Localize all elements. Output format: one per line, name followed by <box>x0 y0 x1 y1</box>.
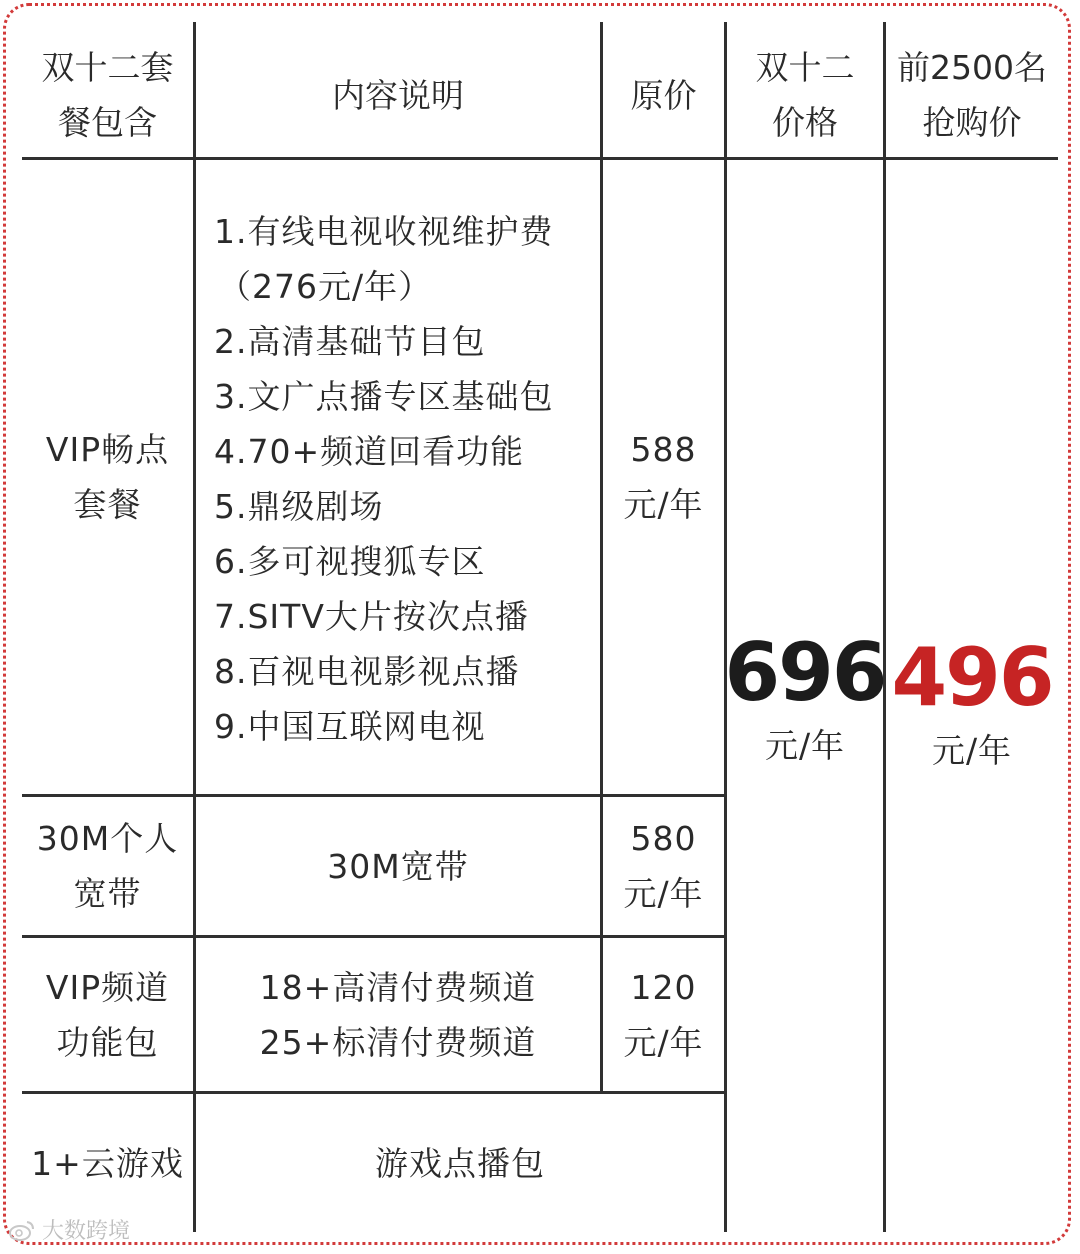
row2-name-line2: 宽带 <box>73 874 142 913</box>
list-item: 9.中国互联网电视 <box>214 707 486 746</box>
row3-package-name <box>22 938 193 1091</box>
header-content-label: 内容说明 <box>332 75 464 115</box>
row2-name-line1: 30M个人 <box>36 819 179 858</box>
watermark <box>8 1214 130 1245</box>
list-item: 6.多可视搜狐专区 <box>214 542 486 581</box>
header-content <box>196 40 600 150</box>
row1-original-price <box>603 160 724 794</box>
list-item: 7.SITV大片按次点播 <box>214 597 529 636</box>
list-item: 1.有线电视收视维护费 <box>214 212 554 251</box>
row1-price-unit: 元/年 <box>623 485 704 524</box>
row1-price-amount: 588 <box>630 430 697 469</box>
double12-price-amount: 696 <box>724 625 886 719</box>
row3-original-price <box>603 938 724 1091</box>
header-original-price <box>603 40 724 150</box>
header-package-line2: 餐包含 <box>58 103 157 142</box>
row2-content <box>196 797 600 935</box>
header-package-line1: 双十二套 <box>41 48 174 87</box>
row1-name-line2: 套餐 <box>73 485 142 524</box>
row2-price-amount: 580 <box>630 819 697 858</box>
row3-content-line2: 25+标清付费频道 <box>259 1022 537 1062</box>
row3-name-line2: 功能包 <box>56 1022 159 1062</box>
list-item: 4.70+频道回看功能 <box>214 432 525 471</box>
flash-price-unit: 元/年 <box>931 730 1013 770</box>
row2-original-price <box>603 797 724 935</box>
double12-price-cell <box>724 620 886 780</box>
row4-name-line1: 1+云游戏 <box>31 1143 184 1183</box>
flash-price-amount: 496 <box>891 630 1053 724</box>
header-double12-line2: 价格 <box>772 103 838 142</box>
double12-price-unit: 元/年 <box>764 725 846 765</box>
row2-content-line1: 30M宽带 <box>327 846 469 886</box>
row3-content-line1: 18+高清付费频道 <box>259 967 537 1007</box>
row3-content <box>196 938 600 1091</box>
row2-package-name <box>22 797 193 935</box>
row1-package-name <box>22 160 193 794</box>
row4-content-line1: 游戏点播包 <box>375 1143 545 1183</box>
header-flash-price <box>886 40 1058 150</box>
list-item: 3.文广点播专区基础包 <box>214 377 554 416</box>
list-item: 2.高清基础节目包 <box>214 322 486 361</box>
header-double12-price <box>727 40 883 150</box>
row4-content <box>196 1094 724 1232</box>
header-double12-line1: 双十二 <box>755 48 855 87</box>
list-item: 5.鼎级剧场 <box>214 487 384 526</box>
row3-price-unit: 元/年 <box>623 1022 704 1062</box>
list-item: 8.百视电视影视点播 <box>214 652 520 691</box>
row3-name-line1: VIP频道 <box>45 967 170 1007</box>
flash-price-cell <box>886 620 1058 790</box>
header-flash-line2: 抢购价 <box>922 103 1022 142</box>
list-item: （276元/年） <box>218 267 433 306</box>
row4-package-name <box>22 1094 193 1232</box>
row3-price-amount: 120 <box>630 967 697 1007</box>
watermark-text: 大数跨境 <box>42 1219 131 1244</box>
header-package <box>22 40 193 150</box>
row1-content-list <box>214 204 604 754</box>
header-original-price-label: 原价 <box>630 75 697 115</box>
header-flash-line1: 前2500名 <box>897 48 1047 87</box>
weibo-logo-icon <box>8 1219 36 1241</box>
row2-price-unit: 元/年 <box>623 874 704 913</box>
row1-name-line1: VIP畅点 <box>45 430 170 469</box>
